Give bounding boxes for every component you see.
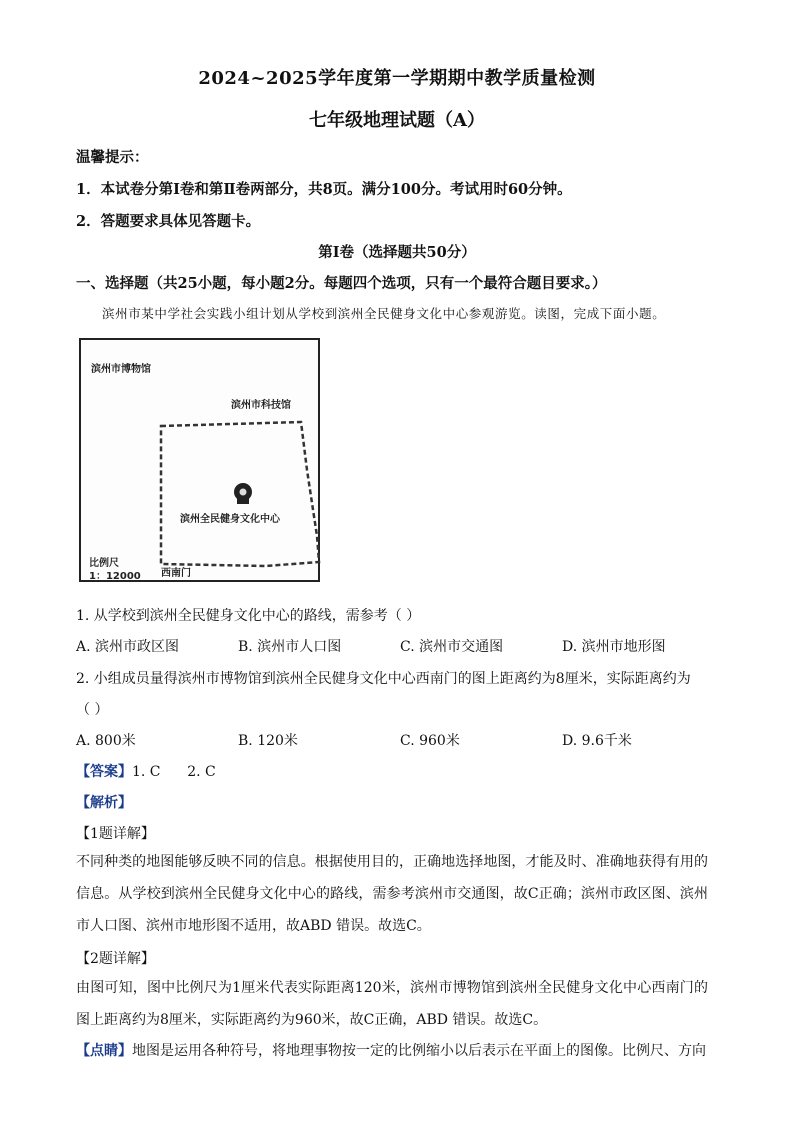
center-label: 滨州全民健身文化中心: [180, 514, 280, 525]
question-1-stem: 1. 从学校到滨州全民健身文化中心的路线，需参考（ ）: [76, 608, 421, 624]
map-figure: [79, 338, 320, 582]
section-instruction: 一、选择题（共25小题，每小题2分。每题四个选项，只有一个最符合题目要求。）: [76, 275, 607, 292]
tips-heading: 温馨提示：: [76, 149, 149, 166]
question-2-stem-cont: （ ）: [76, 702, 109, 718]
q2-option-b: B. 120米: [238, 733, 298, 749]
scale-value: 1：12000: [89, 571, 141, 582]
q1-detail-tag: 【1题详解】: [76, 826, 155, 842]
question-2-stem: 2. 小组成员量得滨州市博物馆到滨州全民健身文化中心西南门的图上距离约为8厘米，实际距离约为: [76, 671, 691, 687]
answer-text: 1. C 2. C: [132, 764, 216, 780]
q2-option-a: A. 800米: [76, 733, 136, 749]
q2-detail-text: 由图可知，图中比例尺为1厘米代表实际距离120米，滨州市博物馆到滨州全民健身文化中心西南门的图上距离约为8厘米，实际距离约为960米，故C正确，ABD 错误。故选C。: [76, 980, 708, 1028]
exam-subtitle: 七年级地理试题（A）: [309, 110, 485, 131]
science-museum-label: 滨州市科技馆: [231, 400, 291, 411]
q2-option-d: D. 9.6千米: [562, 733, 632, 749]
map-graphics: [81, 340, 322, 584]
gate-label: 西南门: [161, 568, 191, 579]
question-intro: 滨州市某中学社会实践小组计划从学校到滨州全民健身文化中心参观游览。读图，完成下面小题。: [102, 306, 666, 321]
q1-option-b: B. 滨州市人口图: [238, 639, 342, 655]
tip-text: 地图是运用各种符号，将地理事物按一定的比例缩小以后表示在平面上的图像。比例尺、方向: [132, 1043, 706, 1059]
museum-label: 滨州市博物馆: [91, 364, 151, 375]
q1-detail-text: 不同种类的地图能够反映不同的信息。根据使用目的，正确地选择地图，才能及时、准确地获得有用的信息。从学校到滨州全民健身文化中心的路线，需参考滨州市交通图，故C正确；滨州市政区图、滨州市人口图、滨州市地形图不适用，故ABD 错误。故选C。: [76, 854, 708, 934]
tip-item-1: 1．本试卷分第Ⅰ卷和第Ⅱ卷两部分，共8页。满分100分。考试用时60分钟。: [76, 181, 572, 198]
q1-option-c: C. 滨州市交通图: [400, 639, 504, 655]
section-title: 第Ⅰ卷（选择题共50分）: [318, 244, 476, 261]
answer-line: [76, 761, 216, 781]
tip-item-2: 2．答题要求具体见答题卡。: [76, 213, 261, 230]
scale-label: 比例尺: [89, 558, 119, 569]
answer-tag: 【答案】: [76, 764, 132, 780]
q2-detail-tag: 【2题详解】: [76, 951, 155, 967]
exam-title: 2024~2025学年度第一学期期中教学质量检测: [198, 68, 596, 89]
tip-tag: 【点睛】: [76, 1043, 132, 1059]
q1-option-a: A. 滨州市政区图: [76, 639, 180, 655]
tip-paragraph: [76, 1035, 708, 1067]
q2-option-c: C. 960米: [400, 733, 460, 749]
q1-option-d: D. 滨州市地形图: [562, 639, 666, 655]
analysis-tag: 【解析】: [76, 795, 132, 811]
